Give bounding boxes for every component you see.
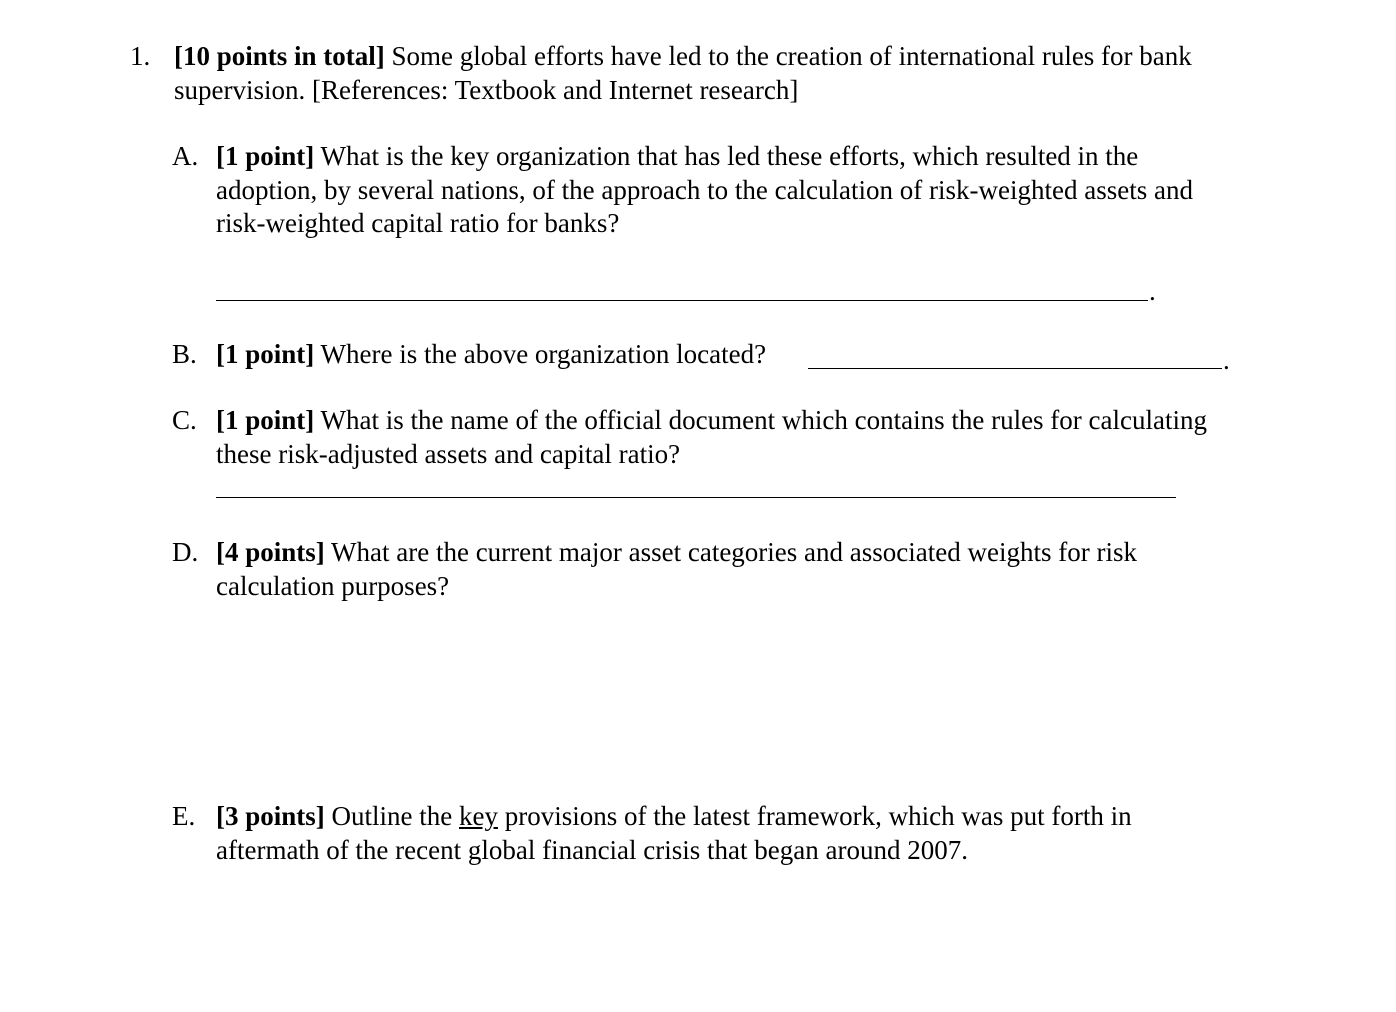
part-b-text [216, 338, 1236, 372]
part-c-answer-line[interactable] [216, 497, 1176, 498]
question-prompt: Some global efforts have led to the creation of international rules for bank supervision. [References: Textbook and Internet research] [174, 41, 1192, 105]
part-a-points: [1 point] [216, 141, 315, 171]
part-e-letter: E. [172, 801, 196, 831]
part-a-answer-period: . [1149, 276, 1156, 306]
part-a-text [216, 140, 1236, 241]
part-a-prompt: What is the key organization that has led these efforts, which resulted in the adoption, by several nations, of the approach to the calculation of risk-weighted assets and risk-weighted capital ratio for banks? [216, 141, 1193, 238]
part-a-answer-line[interactable] [216, 300, 1148, 301]
part-b-answer-line[interactable] [808, 368, 1222, 369]
part-c-prompt: What is the name of the official document which contains the rules for calculating these risk-adjusted assets and capital ratio? [216, 405, 1207, 469]
part-e-prompt-start: Outline the [324, 801, 459, 831]
part-a-letter: A. [172, 141, 199, 171]
part-d-text [216, 536, 1236, 603]
part-b-prompt: Where is the above organization located? [314, 339, 767, 369]
part-c-points: [1 point] [216, 405, 315, 435]
part-e-text [216, 800, 1236, 867]
part-b-points: [1 point] [216, 339, 315, 369]
part-c-letter: C. [172, 405, 197, 435]
part-d-prompt: What are the current major asset categories and associated weights for risk calculation purposes? [216, 537, 1137, 601]
question-points: [10 points in total] [174, 41, 385, 71]
part-b-answer-period: . [1223, 345, 1230, 375]
question-number: 1. [130, 41, 151, 71]
part-e-points: [3 points] [216, 801, 325, 831]
part-d-letter: D. [172, 537, 199, 567]
question-text [174, 40, 1234, 107]
part-d-points: [4 points] [216, 537, 325, 567]
part-e-underlined-word: key [459, 801, 498, 831]
part-b-letter: B. [172, 339, 197, 369]
part-c-text [216, 404, 1236, 471]
part-e-prompt-end: provisions of the latest framework, which was put forth in aftermath of the recent global financial crisis that began around 2007. [216, 801, 1132, 865]
